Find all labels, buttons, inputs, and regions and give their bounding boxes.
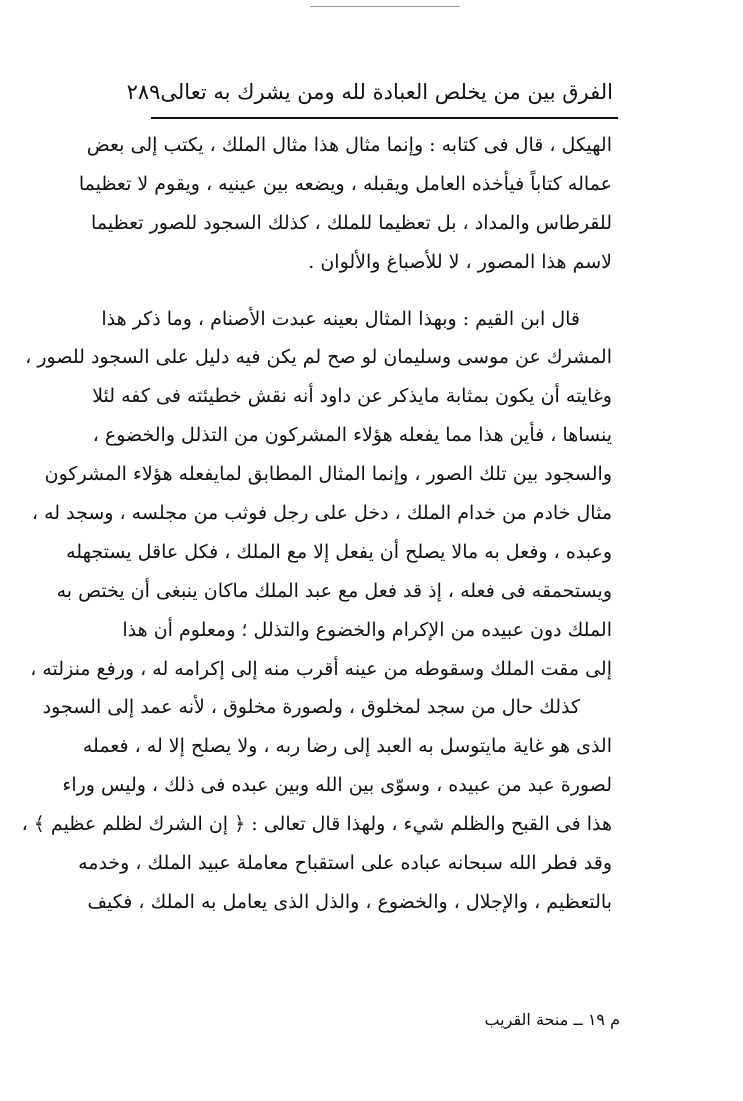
paragraph-2 [21, 300, 612, 922]
text-line: وقد فطر الله سبحانه عباده على استقباح معاملة عبيد الملك ، وخدمه [78, 852, 612, 875]
text-line: الملك دون عبيده من الإكرام والخضوع والتذلل ؛ ومعلوم أن هذا [122, 618, 612, 641]
running-header [126, 72, 613, 112]
signature-footer: م ١٩ ــ منحة القريب [484, 1010, 620, 1029]
text-line: ينساها ، فأين هذا مما يفعله هؤلاء المشركون من التذلل والخضوع ، [92, 424, 612, 447]
text-line: عماله كتاباً فيأخذه العامل ويقبله ، ويضعه بين عينيه ، ويقوم لا تعظيما [78, 172, 612, 195]
text-line: وعبده ، وفعل به مالا يصلح أن يفعل إلا مع الملك ، فكل عاقل يستجهله [66, 540, 612, 563]
header-rule [151, 117, 618, 119]
header-title: الفرق بين من يخلص العبادة لله ومن يشرك به تعالى [160, 80, 613, 104]
text-line: هذا فى القبح والظلم شيء ، ولهذا قال تعالى : ﴿ إن الشرك لظلم عظيم ﴾ ، [21, 813, 612, 836]
text-line: مثال خادم من خدام الملك ، دخل على رجل فوثب من مجلسه ، وسجد له ، [31, 502, 612, 525]
text-line: وغايته أن يكون بمثابة مايذكر عن داود أنه نقش خطيئته فى كفه لئلا [92, 385, 612, 408]
paragraph-gap [156, 282, 612, 300]
text-line: الذى هو غاية مايتوسل به العبد إلى رضا ربه ، ولا يصلح إلا له ، فعمله [82, 735, 612, 758]
text-line: لصورة عبد من عبيده ، وسوّى بين الله وبين عبده فى ذلك ، وليس وراء [62, 774, 612, 797]
text-line: لاسم هذا المصور ، لا للأصباغ والألوان . [308, 250, 612, 273]
text-line: المشرك عن موسى وسليمان لو صح لم يكن فيه دليل على السجود للصور ، [25, 346, 612, 369]
scan-edge-mark [310, 0, 460, 7]
paragraph-1 [78, 126, 612, 282]
text-line: إلى مقت الملك وسقوطه من عينه أقرب منه إلى إكرامه له ، ورفع منزلته ، [30, 657, 612, 680]
page-number: ٢٨٩ [126, 80, 161, 104]
text-line: بالتعظيم ، والإجلال ، والخضوع ، والذل الذى يعامل به الملك ، فكيف [87, 890, 612, 913]
body-text [21, 126, 612, 922]
text-line: ويستحمقه فى فعله ، إذ قد فعل مع عبد الملك ماكان ينبغى أن يختص به [56, 579, 612, 602]
text-line: قال ابن القيم : وبهذا المثال بعينه عبدت الأصنام ، وما ذكر هذا [101, 307, 580, 330]
text-line: الهيكل ، قال فى كتابه : وإنما مثال هذا مثال الملك ، يكتب إلى بعض [86, 134, 612, 156]
text-line: والسجود بين تلك الصور ، وإنما المثال المطابق لمايفعله هؤلاء المشركون [44, 463, 612, 486]
text-line: كذلك حال من سجد لمخلوق ، ولصورة مخلوق ، لأنه عمد إلى السجود [42, 696, 580, 719]
text-line: للقرطاس والمداد ، بل تعظيما للملك ، كذلك السجود للصور تعظيما [91, 211, 612, 234]
